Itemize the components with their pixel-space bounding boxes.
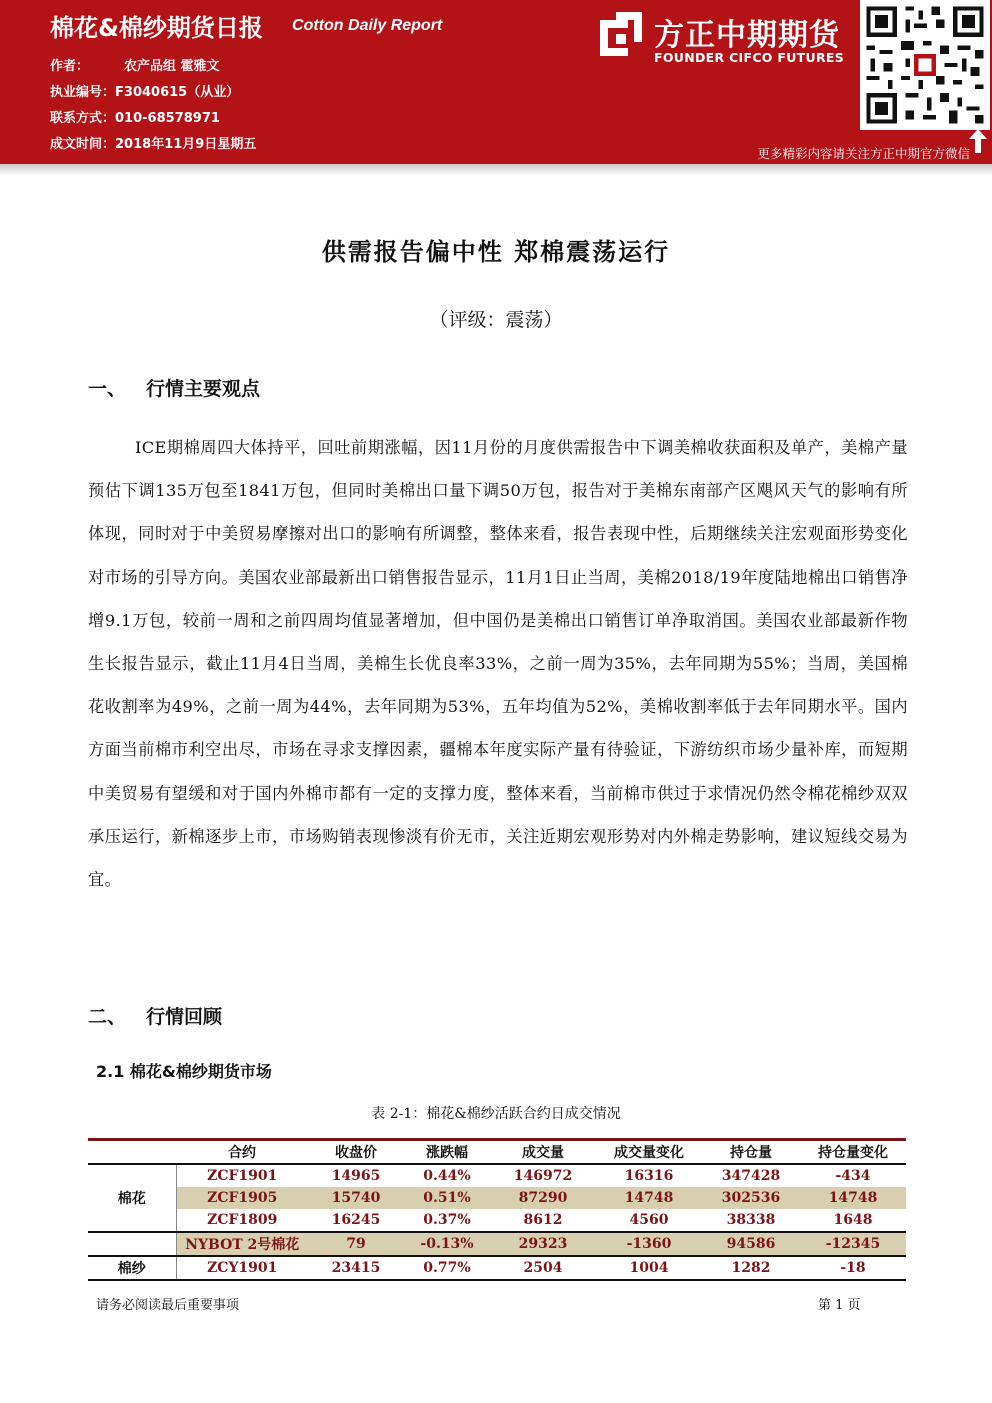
section-heading-2 [88,1002,222,1029]
section-number: 二、 [88,1006,127,1028]
cell-contract: NYBOT 2号棉花 [176,1232,308,1256]
cell-contract: ZCF1809 [207,1212,278,1228]
report-subtitle: Cotton Daily Report [292,16,443,34]
group-label-cotton: 棉花 [88,1164,176,1232]
cell-change: -0.13% [404,1232,490,1256]
column-header [88,1140,176,1165]
cell-volume-change: -1360 [596,1232,702,1256]
cell-volume-change: 16316 [596,1164,702,1187]
table-row [88,1209,906,1232]
meta-contact [50,106,256,132]
meta-author [50,54,256,80]
table-row [88,1256,906,1280]
meta-label: 联系方式： [50,111,116,126]
cell-contract: ZCF1901 [176,1164,308,1187]
cell-change: 0.51% [404,1187,490,1209]
table-header-row [88,1140,906,1165]
column-header: 持仓量 [730,1145,772,1161]
column-header: 成交量 [522,1145,564,1161]
cell-volume: 146972 [490,1164,596,1187]
cell-close: 16245 [331,1212,381,1228]
header-title-row [50,8,442,43]
cell-oi-change: 14748 [800,1187,906,1209]
section-title: 行情主要观点 [146,378,261,400]
cell-close: 15740 [308,1187,404,1209]
column-header: 持仓量变化 [818,1145,888,1161]
cell-volume: 2504 [490,1256,596,1280]
meta-license [50,80,256,106]
meta-label: 作者： [50,59,90,74]
cell-open-interest: 1282 [702,1256,800,1280]
cell-change: 0.77% [404,1256,490,1280]
cell-volume-change: 4560 [629,1212,669,1228]
founder-logo-icon [598,12,642,56]
table-row [88,1187,906,1209]
header-shadow [0,164,992,176]
cell-open-interest: 347428 [702,1164,800,1187]
cell-oi-change: -18 [800,1256,906,1280]
cell-volume: 87290 [490,1187,596,1209]
subsection-heading: 2.1 棉花&棉纱期货市场 [96,1062,272,1081]
cell-oi-change: 1648 [833,1212,873,1228]
table-caption: 表 2-1：棉花&棉纱活跃合约日成交情况 [371,1106,621,1122]
cell-change: 0.37% [423,1212,471,1228]
meta-value: 010-68578971 [115,111,220,126]
cell-contract: ZCF1905 [176,1187,308,1209]
cell-close: 14965 [308,1164,404,1187]
meta-label: 执业编号： [50,85,116,100]
cell-contract: ZCY1901 [176,1256,308,1280]
column-header: 成交量变化 [614,1145,684,1161]
cell-volume-change: 1004 [596,1256,702,1280]
section-number: 一、 [88,378,127,400]
meta-value: F3040615（从业） [115,85,240,100]
cell-oi-change: -12345 [800,1232,906,1256]
table-row [88,1164,906,1187]
meta-value: 2018年11月9日星期五 [115,137,257,152]
report-title: 棉花&棉纱期货日报 [50,14,263,42]
cell-volume: 8612 [523,1212,563,1228]
group-label-empty [88,1232,176,1256]
cell-volume-change: 14748 [596,1187,702,1209]
wechat-qr-code[interactable] [860,0,990,130]
report-header [0,0,992,164]
table-row [88,1232,906,1256]
section-heading-1 [88,374,260,401]
futures-trading-table [88,1138,906,1281]
cell-oi-change: -434 [800,1164,906,1187]
cell-open-interest: 38338 [726,1212,776,1228]
document-title: 供需报告偏中性 郑棉震荡运行 [321,238,671,266]
company-logo [598,10,858,65]
footer-disclaimer: 请务必阅读最后重要事项 [96,1298,240,1313]
logo-english-name: FOUNDER CIFCO FUTURES [654,50,845,65]
cell-close: 79 [308,1232,404,1256]
cell-close: 23415 [308,1256,404,1280]
cell-volume: 29323 [490,1232,596,1256]
column-header: 合约 [228,1145,256,1161]
meta-label: 成文时间： [50,137,116,152]
meta-value: 农产品组 霍雅文 [124,59,220,74]
meta-date [50,132,256,158]
wechat-follow-note: 更多精彩内容请关注方正中期官方微信 [757,146,970,161]
page-number: 第 1 页 [818,1298,861,1313]
rating: （评级：震荡） [429,309,563,331]
author-meta [50,54,256,158]
cell-change: 0.44% [404,1164,490,1187]
main-viewpoint-paragraph: ICE期棉周四大体持平，回吐前期涨幅，因11月份的月度供需报告中下调美棉收获面积及单产，美棉产量预估下调135万包至1841万包，但同时美棉出口量下调50万包，报告对于美棉东南部产区飓风天气的影响有所体现，同时对于中美贸易摩擦对出口的影响有所调整，整体来看，报告表现中性，后期继续关注宏观面形势变化对市场的引导方向。美国农业部最新出口销售报告显示，11月1日止当周，美棉2018/19年度陆地棉出口销售净增9.1万包，较前一周和之前四周均值显著增加，但中国仍是美棉出口销售订单净取消国。美国农业部最新作物生长报告显示，截止11月4日当周，美棉生长优良率33%，之前一周为35%，去年同期为55%；当周，美国棉花收割率为49%，之前一周为44%，去年同期为53%，五年均值为52%，美棉收割率低于去年同期水平。国内方面当前棉市利空出尽，市场在寻求支撑因素，疆棉本年度实际产量有待验证，下游纺织市场少量补库，而短期中美贸易有望缓和对于国内外棉市都有一定的支撑力度，整体来看，当前棉市供过于求情况仍然令棉花棉纱双双承压运行，新棉逐步上市，市场购销表现惨淡有价无市，关注近期宏观形势对内外棉走势影响，建议短线交易为宜。 [88,438,908,890]
column-header: 收盘价 [335,1145,377,1161]
section-title: 行情回顾 [146,1006,223,1028]
logo-chinese-name: 方正中期期货 [654,18,840,53]
cell-open-interest: 94586 [702,1232,800,1256]
group-label-yarn: 棉纱 [88,1256,176,1280]
column-header: 涨跌幅 [426,1145,468,1161]
arrow-up-icon [968,128,988,154]
cell-open-interest: 302536 [702,1187,800,1209]
